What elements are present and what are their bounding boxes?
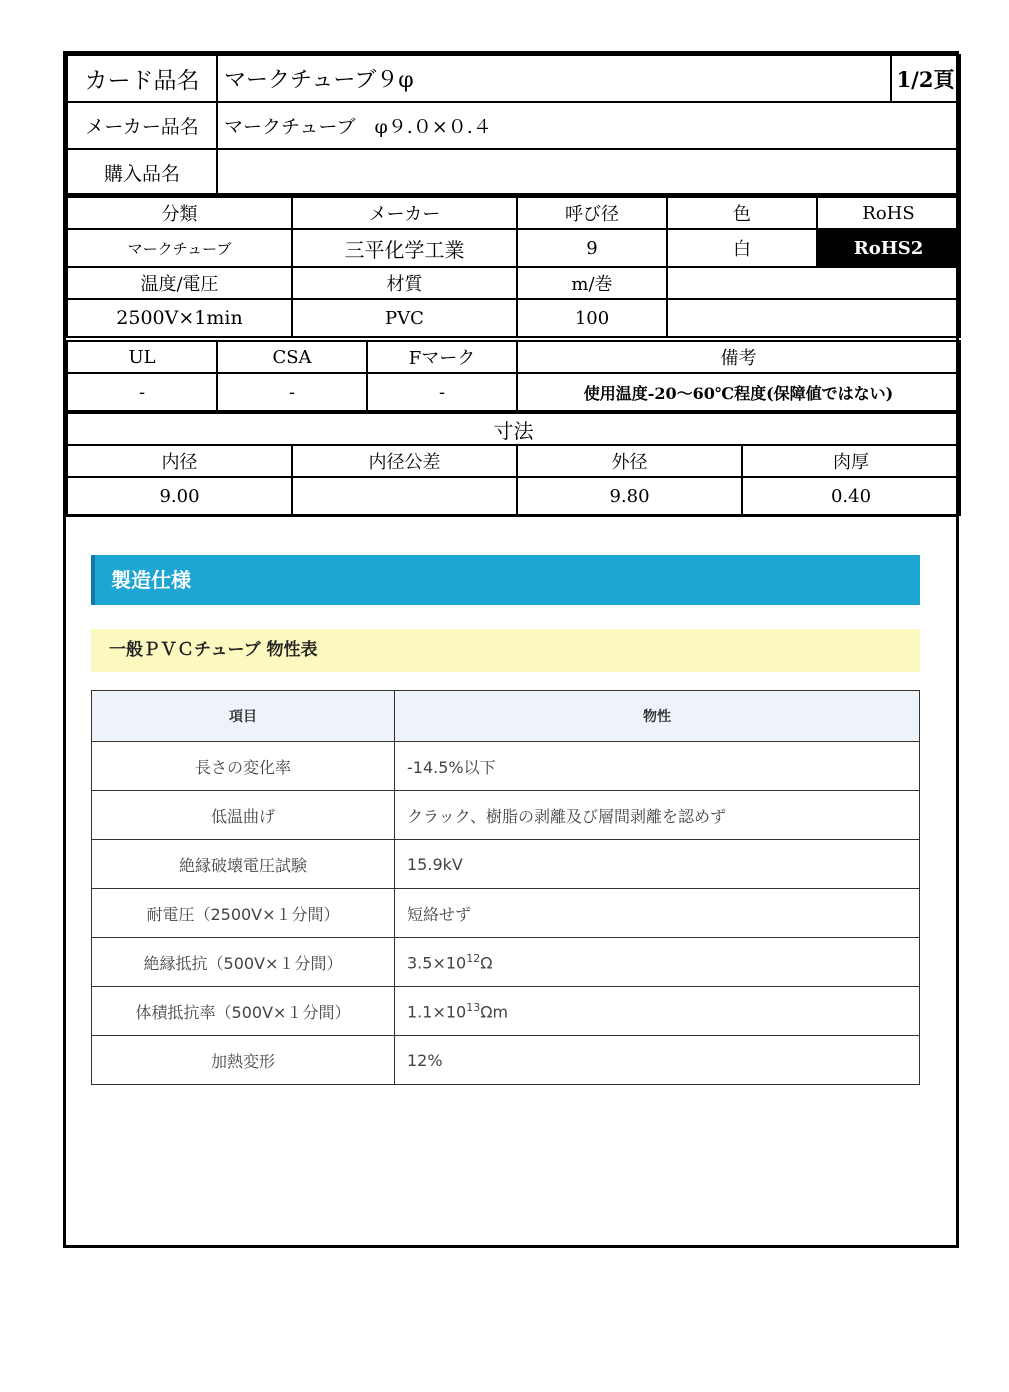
value-base: 1.1×10 xyxy=(407,1002,467,1022)
value-unit: Ωm xyxy=(480,1002,509,1022)
color-header: 色 xyxy=(667,197,817,229)
remarks-value: 使用温度-20～60℃程度(保障値ではない) xyxy=(517,373,960,411)
table-row xyxy=(92,840,920,889)
nominal-size-value: 9 xyxy=(517,229,667,267)
inner-diameter-value: 9.00 xyxy=(67,477,292,515)
spec-table-2 xyxy=(66,266,961,338)
purchase-part-value xyxy=(217,149,960,196)
row-item: 耐電圧（2500V×１分間） xyxy=(92,889,395,938)
table-row xyxy=(92,791,920,840)
meters-per-roll-header: m/巻 xyxy=(517,267,667,299)
row-item: 絶縁破壊電圧試験 xyxy=(92,840,395,889)
value-exponent: 12 xyxy=(466,951,481,965)
ul-value: - xyxy=(67,373,217,411)
nominal-size-header: 呼び径 xyxy=(517,197,667,229)
wall-thickness-value: 0.40 xyxy=(742,477,960,515)
csa-value: - xyxy=(217,373,367,411)
inner-tolerance-value xyxy=(292,477,517,515)
row-value: -14.5%以下 xyxy=(395,742,920,791)
maker-part-value: マークチューブ φ９.０×０.４ xyxy=(217,102,960,149)
spec-table-3 xyxy=(66,340,961,412)
temp-voltage-value: 2500V×1min xyxy=(67,299,292,337)
row-item: 体積抵抗率（500V×１分間） xyxy=(92,987,395,1036)
value-base: 3.5×10 xyxy=(407,953,467,973)
row-value: 短絡せず xyxy=(395,889,920,938)
row-item: 低温曲げ xyxy=(92,791,395,840)
rohs-badge: RoHS2 xyxy=(817,229,960,267)
outer-diameter-value: 9.80 xyxy=(517,477,742,515)
card-name-value: マークチューブ９φ xyxy=(217,55,891,102)
rohs-header: RoHS xyxy=(817,197,960,229)
item-column-header: 項目 xyxy=(92,691,395,742)
csa-header: CSA xyxy=(217,341,367,373)
spec-table-1 xyxy=(66,196,961,268)
row-value: 12% xyxy=(395,1036,920,1085)
purchase-part-label: 購入品名 xyxy=(67,149,217,196)
properties-table xyxy=(91,690,920,1085)
divider xyxy=(66,514,959,517)
row-value: クラック、樹脂の剥離及び層間剥離を認めず xyxy=(395,791,920,840)
section-title: 製造仕様 xyxy=(91,555,920,605)
table-row xyxy=(92,1036,920,1085)
dimensions-table xyxy=(66,412,961,516)
row-item: 加熱変形 xyxy=(92,1036,395,1085)
meters-per-roll-value: 100 xyxy=(517,299,667,337)
maker-value: 三平化学工業 xyxy=(292,229,517,267)
page-number: 1/2頁 xyxy=(891,55,960,102)
property-column-header: 物性 xyxy=(395,691,920,742)
table-title: 一般ＰＶＣチューブ 物性表 xyxy=(91,629,920,672)
category-value: マークチューブ xyxy=(67,229,292,267)
blank-header xyxy=(667,267,960,299)
spec-sheet xyxy=(63,51,959,1248)
f-mark-header: Fマーク xyxy=(367,341,517,373)
inner-diameter-header: 内径 xyxy=(67,445,292,477)
category-header: 分類 xyxy=(67,197,292,229)
remarks-header: 備考 xyxy=(517,341,960,373)
value-unit: Ω xyxy=(480,953,493,973)
value-exponent: 13 xyxy=(466,1000,481,1014)
header-table xyxy=(66,54,961,197)
row-item: 長さの変化率 xyxy=(92,742,395,791)
wall-thickness-header: 肉厚 xyxy=(742,445,960,477)
table-row xyxy=(92,987,920,1036)
maker-header: メーカー xyxy=(292,197,517,229)
row-value xyxy=(395,938,920,987)
color-value: 白 xyxy=(667,229,817,267)
maker-part-label: メーカー品名 xyxy=(67,102,217,149)
card-name-label: カード品名 xyxy=(67,55,217,102)
outer-diameter-header: 外径 xyxy=(517,445,742,477)
temp-voltage-header: 温度/電圧 xyxy=(67,267,292,299)
dimensions-title: 寸法 xyxy=(67,413,960,445)
f-mark-value: - xyxy=(367,373,517,411)
row-item: 絶縁抵抗（500V×１分間） xyxy=(92,938,395,987)
ul-header: UL xyxy=(67,341,217,373)
row-value: 15.9kV xyxy=(395,840,920,889)
table-row xyxy=(92,742,920,791)
material-header: 材質 xyxy=(292,267,517,299)
row-value xyxy=(395,987,920,1036)
table-row xyxy=(92,938,920,987)
table-row xyxy=(92,889,920,938)
inner-tolerance-header: 内径公差 xyxy=(292,445,517,477)
material-value: PVC xyxy=(292,299,517,337)
blank-value xyxy=(667,299,960,337)
